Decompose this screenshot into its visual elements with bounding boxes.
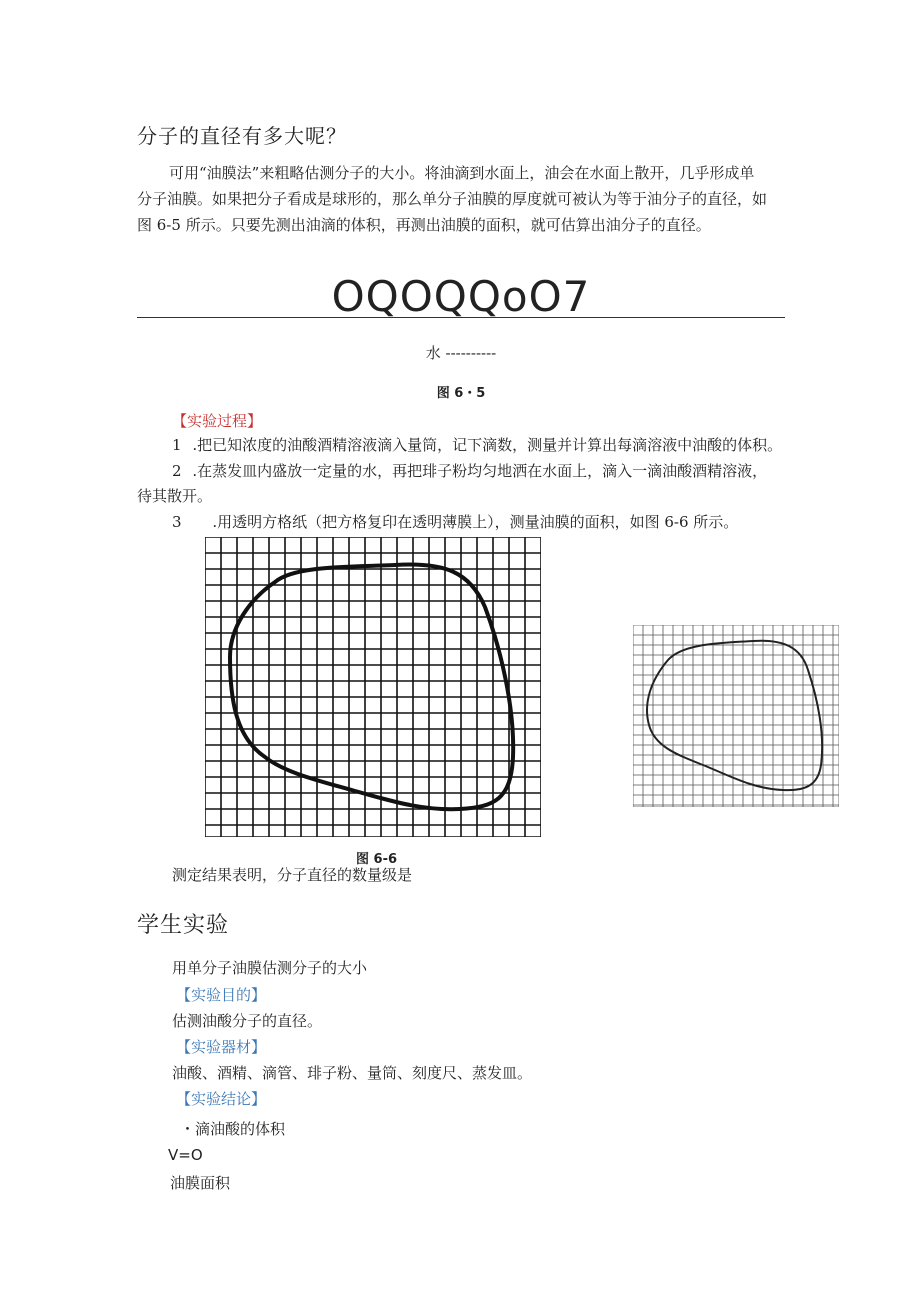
materials-text: 油酸、酒精、滴管、琲子粉、量筒、刻度尺、蒸发皿。: [172, 1064, 533, 1082]
step-2-continuation: 待其散开。: [137, 487, 213, 505]
section-title: 分子的直径有多大呢？: [137, 124, 347, 148]
intro-line-3: 图 6-5 所示。只要先测出油滴的体积，再测出油膜的面积，就可估算出油分子的直径。: [137, 216, 711, 234]
oil-film-grid-small-svg: [633, 625, 839, 807]
intro-line-1: 可用“油膜法”来粗略估测分子的大小。将油滴到水面上，油会在水面上散开，几乎形成单: [169, 164, 755, 182]
experiment-process-tag: 【实验过程】: [172, 412, 263, 430]
oil-film-grid-small: [633, 625, 839, 807]
step-1: [172, 432, 812, 458]
purpose-text: 估测油酸分子的直径。: [172, 1012, 323, 1030]
student-experiment-title: 学生实验: [137, 913, 230, 938]
conclusion-tag: 【实验结论】: [176, 1090, 267, 1108]
oil-film-grid-large: [205, 537, 541, 837]
experiment-subtitle: 用单分子油膜估测分子的大小: [172, 959, 368, 977]
step-text: .在蒸发皿内盛放一定量的水，再把琲子粉均匀地洒在水面上，滴入一滴油酸酒精溶液，: [192, 462, 768, 480]
molecule-row: OQOQQoO7: [331, 272, 591, 321]
step-2: [172, 458, 812, 484]
oil-film-grid-large-svg: [205, 537, 541, 837]
step-number: 3: [172, 513, 182, 531]
intro-line-2: 分子油膜。如果把分子看成是球形的，那么单分子油膜的厚度就可被认为等于油分子的直径，如: [137, 190, 768, 208]
materials-tag: 【实验器材】: [176, 1038, 267, 1056]
water-label: 水 ----------: [425, 344, 497, 362]
step-number: 2: [172, 462, 182, 480]
conclusion-formula: V=O: [168, 1146, 203, 1164]
figure-6-6-caption: 图 6-6: [356, 852, 398, 867]
step-text: .用透明方格纸（把方格复印在透明薄膜上），测量油膜的面积，如图 6-6 所示。: [212, 513, 739, 531]
water-surface-line: [137, 317, 785, 318]
result-text: 测定结果表明，分子直径的数量级是: [172, 866, 413, 884]
intro-paragraph: [137, 160, 797, 238]
figure-6-5-caption: 图 6・5: [436, 386, 486, 401]
step-3: [172, 509, 812, 535]
purpose-tag: 【实验目的】: [176, 986, 267, 1004]
step-text: .把已知浓度的油酸酒精溶液滴入量筒，记下滴数，测量并计算出每滴溶液中油酸的体积。: [192, 436, 783, 454]
conclusion-line-1: ・滴油酸的体积: [180, 1120, 286, 1138]
step-number: 1: [172, 436, 182, 454]
conclusion-line-3: 油膜面积: [170, 1174, 231, 1192]
